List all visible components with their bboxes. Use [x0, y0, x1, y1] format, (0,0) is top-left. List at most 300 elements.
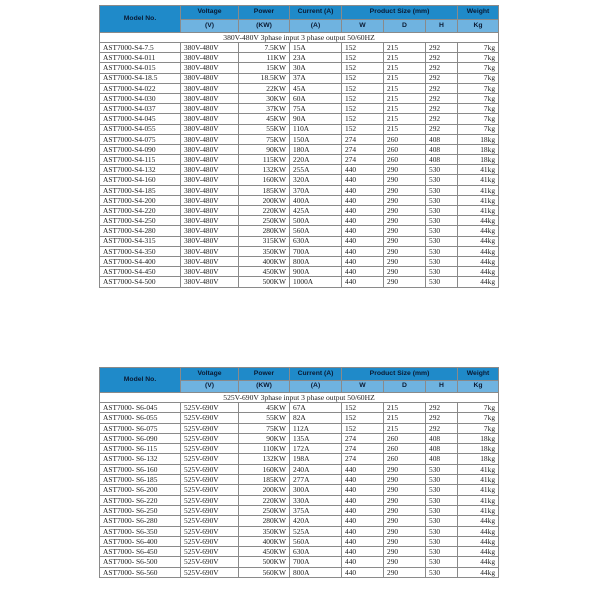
- height-cell: 530: [426, 277, 458, 287]
- height-cell: 408: [426, 454, 458, 464]
- height-cell: 530: [426, 516, 458, 526]
- model-cell: AST7000- S6-055: [100, 413, 181, 423]
- depth-cell: 260: [384, 444, 426, 454]
- model-cell: AST7000-S4-030: [100, 93, 181, 103]
- model-cell: AST7000-S4-045: [100, 114, 181, 124]
- voltage-cell: 380V-480V: [181, 144, 239, 154]
- width-cell: 152: [342, 83, 384, 93]
- current-cell: 75A: [290, 104, 342, 114]
- power-cell: 37KW: [239, 104, 290, 114]
- width-cell: 274: [342, 144, 384, 154]
- weight-cell: 44kg: [458, 516, 499, 526]
- voltage-cell: 525V-690V: [181, 505, 239, 515]
- power-cell: 280KW: [239, 226, 290, 236]
- width-cell: 440: [342, 567, 384, 577]
- current-cell: 1000A: [290, 277, 342, 287]
- height-header: H: [426, 381, 458, 393]
- table-row: [100, 124, 499, 134]
- height-cell: 292: [426, 73, 458, 83]
- width-cell: 440: [342, 557, 384, 567]
- voltage-cell: 380V-480V: [181, 226, 239, 236]
- width-cell: 152: [342, 93, 384, 103]
- depth-cell: 290: [384, 526, 426, 536]
- table-row: [100, 444, 499, 454]
- current-cell: 112A: [290, 423, 342, 433]
- depth-cell: 290: [384, 175, 426, 185]
- depth-cell: 290: [384, 475, 426, 485]
- height-cell: 292: [426, 53, 458, 63]
- weight-cell: 44kg: [458, 277, 499, 287]
- depth-cell: 290: [384, 464, 426, 474]
- table-caption: 525V-690V 3phase input 3 phase output 50/60HZ: [100, 393, 499, 403]
- width-cell: 152: [342, 423, 384, 433]
- table-row: [100, 185, 499, 195]
- height-cell: 530: [426, 495, 458, 505]
- voltage-cell: 525V-690V: [181, 536, 239, 546]
- current-cell: 60A: [290, 93, 342, 103]
- current-cell: 560A: [290, 226, 342, 236]
- weight-cell: 7kg: [458, 423, 499, 433]
- model-cell: AST7000-S4-400: [100, 256, 181, 266]
- height-cell: 530: [426, 267, 458, 277]
- voltage-cell: 525V-690V: [181, 475, 239, 485]
- model-cell: AST7000-S4-115: [100, 155, 181, 165]
- model-cell: AST7000- S6-280: [100, 516, 181, 526]
- height-cell: 530: [426, 185, 458, 195]
- spec-table-690v: [99, 367, 499, 578]
- depth-cell: 260: [384, 134, 426, 144]
- height-cell: 530: [426, 526, 458, 536]
- table-row: [100, 403, 499, 413]
- depth-cell: 290: [384, 485, 426, 495]
- weight-cell: 7kg: [458, 63, 499, 73]
- model-cell: AST7000-S4-350: [100, 246, 181, 256]
- table-row: [100, 505, 499, 515]
- height-cell: 292: [426, 413, 458, 423]
- width-cell: 440: [342, 206, 384, 216]
- voltage-cell: 380V-480V: [181, 124, 239, 134]
- power-cell: 500KW: [239, 557, 290, 567]
- height-cell: 530: [426, 567, 458, 577]
- width-cell: 440: [342, 464, 384, 474]
- voltage-cell: 525V-690V: [181, 444, 239, 454]
- height-cell: 292: [426, 63, 458, 73]
- current-cell: 180A: [290, 144, 342, 154]
- depth-cell: 290: [384, 547, 426, 557]
- power-unit: (KW): [239, 381, 290, 393]
- weight-cell: 41kg: [458, 505, 499, 515]
- weight-cell: 44kg: [458, 536, 499, 546]
- power-cell: 7.5KW: [239, 43, 290, 53]
- weight-header: Weight: [458, 6, 499, 20]
- height-cell: 530: [426, 536, 458, 546]
- table-row: [100, 464, 499, 474]
- power-cell: 220KW: [239, 206, 290, 216]
- current-cell: 45A: [290, 83, 342, 93]
- table-row: [100, 43, 499, 53]
- voltage-cell: 380V-480V: [181, 93, 239, 103]
- current-cell: 320A: [290, 175, 342, 185]
- width-cell: 440: [342, 536, 384, 546]
- voltage-cell: 380V-480V: [181, 195, 239, 205]
- weight-cell: 7kg: [458, 403, 499, 413]
- width-cell: 440: [342, 216, 384, 226]
- model-cell: AST7000-S4-132: [100, 165, 181, 175]
- height-cell: 292: [426, 403, 458, 413]
- model-cell: AST7000- S6-400: [100, 536, 181, 546]
- current-cell: 900A: [290, 267, 342, 277]
- model-cell: AST7000- S6-200: [100, 485, 181, 495]
- current-cell: 630A: [290, 236, 342, 246]
- current-cell: 90A: [290, 114, 342, 124]
- model-cell: AST7000- S6-500: [100, 557, 181, 567]
- depth-cell: 290: [384, 206, 426, 216]
- current-cell: 630A: [290, 547, 342, 557]
- weight-cell: 7kg: [458, 93, 499, 103]
- weight-header: Weight: [458, 368, 499, 381]
- voltage-cell: 380V-480V: [181, 175, 239, 185]
- width-cell: 152: [342, 43, 384, 53]
- weight-cell: 18kg: [458, 155, 499, 165]
- power-cell: 11KW: [239, 53, 290, 63]
- depth-cell: 290: [384, 246, 426, 256]
- depth-cell: 260: [384, 144, 426, 154]
- depth-cell: 260: [384, 433, 426, 443]
- power-cell: 400KW: [239, 256, 290, 266]
- voltage-cell: 380V-480V: [181, 206, 239, 216]
- model-cell: AST7000-S4-160: [100, 175, 181, 185]
- height-cell: 530: [426, 256, 458, 266]
- power-unit: (KW): [239, 20, 290, 33]
- power-header: Power: [239, 6, 290, 20]
- current-cell: 370A: [290, 185, 342, 195]
- width-header: W: [342, 20, 384, 33]
- depth-cell: 215: [384, 403, 426, 413]
- depth-cell: 290: [384, 536, 426, 546]
- power-cell: 315KW: [239, 236, 290, 246]
- power-cell: 450KW: [239, 547, 290, 557]
- weight-cell: 44kg: [458, 256, 499, 266]
- weight-cell: 44kg: [458, 226, 499, 236]
- weight-cell: 18kg: [458, 454, 499, 464]
- width-cell: 440: [342, 516, 384, 526]
- current-cell: 82A: [290, 413, 342, 423]
- width-cell: 440: [342, 485, 384, 495]
- model-cell: AST7000-S4-015: [100, 63, 181, 73]
- height-cell: 530: [426, 485, 458, 495]
- width-cell: 440: [342, 267, 384, 277]
- height-cell: 530: [426, 216, 458, 226]
- model-cell: AST7000-S4-185: [100, 185, 181, 195]
- power-cell: 90KW: [239, 144, 290, 154]
- width-cell: 274: [342, 433, 384, 443]
- current-cell: 400A: [290, 195, 342, 205]
- current-cell: 255A: [290, 165, 342, 175]
- depth-cell: 290: [384, 557, 426, 567]
- power-cell: 400KW: [239, 536, 290, 546]
- height-cell: 292: [426, 423, 458, 433]
- power-cell: 22KW: [239, 83, 290, 93]
- depth-cell: 215: [384, 53, 426, 63]
- depth-cell: 290: [384, 185, 426, 195]
- current-cell: 375A: [290, 505, 342, 515]
- height-cell: 292: [426, 114, 458, 124]
- height-header: H: [426, 20, 458, 33]
- voltage-cell: 525V-690V: [181, 485, 239, 495]
- table-row: [100, 195, 499, 205]
- weight-cell: 7kg: [458, 124, 499, 134]
- weight-cell: 7kg: [458, 83, 499, 93]
- weight-unit: Kg: [458, 381, 499, 393]
- height-cell: 530: [426, 165, 458, 175]
- width-cell: 440: [342, 246, 384, 256]
- table-row: [100, 93, 499, 103]
- height-cell: 530: [426, 246, 458, 256]
- voltage-cell: 380V-480V: [181, 165, 239, 175]
- table-row: [100, 114, 499, 124]
- current-cell: 800A: [290, 256, 342, 266]
- current-cell: 67A: [290, 403, 342, 413]
- power-cell: 110KW: [239, 444, 290, 454]
- size-header: Product Size (mm): [342, 6, 458, 20]
- power-cell: 160KW: [239, 464, 290, 474]
- depth-cell: 260: [384, 454, 426, 464]
- depth-cell: 290: [384, 495, 426, 505]
- depth-cell: 215: [384, 114, 426, 124]
- width-cell: 440: [342, 505, 384, 515]
- depth-cell: 215: [384, 104, 426, 114]
- power-cell: 185KW: [239, 475, 290, 485]
- table-row: [100, 246, 499, 256]
- voltage-cell: 525V-690V: [181, 433, 239, 443]
- weight-cell: 41kg: [458, 185, 499, 195]
- table-row: [100, 495, 499, 505]
- height-cell: 530: [426, 475, 458, 485]
- weight-cell: 44kg: [458, 567, 499, 577]
- weight-cell: 18kg: [458, 144, 499, 154]
- current-cell: 300A: [290, 485, 342, 495]
- table-row: [100, 175, 499, 185]
- table-row: [100, 73, 499, 83]
- table-row: [100, 63, 499, 73]
- power-cell: 30KW: [239, 93, 290, 103]
- weight-cell: 44kg: [458, 547, 499, 557]
- voltage-cell: 380V-480V: [181, 73, 239, 83]
- current-cell: 240A: [290, 464, 342, 474]
- model-header: Model No.: [100, 368, 181, 393]
- depth-cell: 290: [384, 567, 426, 577]
- weight-cell: 41kg: [458, 464, 499, 474]
- power-cell: 75KW: [239, 423, 290, 433]
- weight-cell: 7kg: [458, 73, 499, 83]
- weight-cell: 44kg: [458, 557, 499, 567]
- current-cell: 37A: [290, 73, 342, 83]
- table-row: [100, 475, 499, 485]
- depth-cell: 215: [384, 73, 426, 83]
- height-cell: 408: [426, 444, 458, 454]
- current-header: Current (A): [290, 6, 342, 20]
- model-cell: AST7000-S4-7.5: [100, 43, 181, 53]
- current-cell: 560A: [290, 536, 342, 546]
- height-cell: 530: [426, 505, 458, 515]
- depth-cell: 290: [384, 165, 426, 175]
- model-cell: AST7000-S4-315: [100, 236, 181, 246]
- current-cell: 425A: [290, 206, 342, 216]
- width-cell: 440: [342, 236, 384, 246]
- model-cell: AST7000-S4-090: [100, 144, 181, 154]
- model-cell: AST7000- S6-075: [100, 423, 181, 433]
- width-header: W: [342, 381, 384, 393]
- weight-cell: 44kg: [458, 526, 499, 536]
- weight-cell: 7kg: [458, 53, 499, 63]
- current-header: Current (A): [290, 368, 342, 381]
- power-cell: 132KW: [239, 165, 290, 175]
- power-cell: 500KW: [239, 277, 290, 287]
- height-cell: 530: [426, 195, 458, 205]
- width-cell: 274: [342, 454, 384, 464]
- table-row: [100, 413, 499, 423]
- width-cell: 274: [342, 444, 384, 454]
- width-cell: 440: [342, 526, 384, 536]
- table-row: [100, 83, 499, 93]
- model-cell: AST7000- S6-115: [100, 444, 181, 454]
- voltage-cell: 380V-480V: [181, 256, 239, 266]
- current-cell: 330A: [290, 495, 342, 505]
- voltage-cell: 525V-690V: [181, 454, 239, 464]
- depth-cell: 290: [384, 267, 426, 277]
- table-row: [100, 144, 499, 154]
- depth-cell: 215: [384, 93, 426, 103]
- table-row: [100, 53, 499, 63]
- voltage-cell: 525V-690V: [181, 403, 239, 413]
- width-cell: 440: [342, 165, 384, 175]
- model-cell: AST7000- S6-250: [100, 505, 181, 515]
- weight-cell: 18kg: [458, 433, 499, 443]
- height-cell: 530: [426, 226, 458, 236]
- table-row: [100, 516, 499, 526]
- height-cell: 530: [426, 547, 458, 557]
- model-cell: AST7000- S6-160: [100, 464, 181, 474]
- model-cell: AST7000- S6-185: [100, 475, 181, 485]
- power-cell: 15KW: [239, 63, 290, 73]
- power-cell: 55KW: [239, 413, 290, 423]
- table-row: [100, 567, 499, 577]
- table-row: [100, 256, 499, 266]
- power-cell: 115KW: [239, 155, 290, 165]
- power-cell: 45KW: [239, 114, 290, 124]
- model-cell: AST7000- S6-560: [100, 567, 181, 577]
- height-cell: 530: [426, 557, 458, 567]
- depth-cell: 290: [384, 277, 426, 287]
- voltage-cell: 525V-690V: [181, 547, 239, 557]
- depth-cell: 290: [384, 226, 426, 236]
- weight-cell: 7kg: [458, 43, 499, 53]
- model-cell: AST7000- S6-045: [100, 403, 181, 413]
- power-cell: 250KW: [239, 505, 290, 515]
- depth-cell: 290: [384, 516, 426, 526]
- weight-cell: 18kg: [458, 444, 499, 454]
- model-header: Model No.: [100, 6, 181, 33]
- height-cell: 530: [426, 206, 458, 216]
- model-cell: AST7000-S4-200: [100, 195, 181, 205]
- model-cell: AST7000- S6-132: [100, 454, 181, 464]
- weight-cell: 44kg: [458, 246, 499, 256]
- current-cell: 150A: [290, 134, 342, 144]
- height-cell: 292: [426, 124, 458, 134]
- width-cell: 440: [342, 226, 384, 236]
- voltage-cell: 380V-480V: [181, 267, 239, 277]
- width-cell: 440: [342, 547, 384, 557]
- model-cell: AST7000-S4-280: [100, 226, 181, 236]
- table-row: [100, 423, 499, 433]
- height-cell: 530: [426, 175, 458, 185]
- current-cell: 23A: [290, 53, 342, 63]
- weight-unit: Kg: [458, 20, 499, 33]
- power-cell: 200KW: [239, 195, 290, 205]
- current-cell: 800A: [290, 567, 342, 577]
- depth-cell: 290: [384, 236, 426, 246]
- power-cell: 350KW: [239, 526, 290, 536]
- voltage-cell: 380V-480V: [181, 236, 239, 246]
- height-cell: 530: [426, 464, 458, 474]
- current-unit: (A): [290, 381, 342, 393]
- voltage-cell: 380V-480V: [181, 104, 239, 114]
- height-cell: 292: [426, 43, 458, 53]
- width-cell: 440: [342, 195, 384, 205]
- model-cell: AST7000-S4-500: [100, 277, 181, 287]
- width-cell: 440: [342, 185, 384, 195]
- height-cell: 292: [426, 93, 458, 103]
- power-cell: 220KW: [239, 495, 290, 505]
- width-cell: 440: [342, 256, 384, 266]
- width-cell: 152: [342, 124, 384, 134]
- table-row: [100, 236, 499, 246]
- width-cell: 152: [342, 114, 384, 124]
- depth-cell: 215: [384, 43, 426, 53]
- width-cell: 440: [342, 495, 384, 505]
- current-cell: 15A: [290, 43, 342, 53]
- model-cell: AST7000-S4-18.5: [100, 73, 181, 83]
- model-cell: AST7000- S6-350: [100, 526, 181, 536]
- weight-cell: 41kg: [458, 485, 499, 495]
- voltage-unit: (V): [181, 381, 239, 393]
- voltage-cell: 380V-480V: [181, 246, 239, 256]
- voltage-cell: 525V-690V: [181, 557, 239, 567]
- weight-cell: 7kg: [458, 104, 499, 114]
- voltage-cell: 525V-690V: [181, 567, 239, 577]
- weight-cell: 44kg: [458, 236, 499, 246]
- table-row: [100, 134, 499, 144]
- power-cell: 55KW: [239, 124, 290, 134]
- width-cell: 274: [342, 155, 384, 165]
- size-header: Product Size (mm): [342, 368, 458, 381]
- height-cell: 408: [426, 433, 458, 443]
- width-cell: 152: [342, 63, 384, 73]
- width-cell: 152: [342, 403, 384, 413]
- current-cell: 198A: [290, 454, 342, 464]
- voltage-cell: 380V-480V: [181, 53, 239, 63]
- voltage-cell: 525V-690V: [181, 413, 239, 423]
- power-cell: 560KW: [239, 567, 290, 577]
- model-cell: AST7000- S6-090: [100, 433, 181, 443]
- depth-cell: 260: [384, 155, 426, 165]
- power-cell: 132KW: [239, 454, 290, 464]
- power-cell: 90KW: [239, 433, 290, 443]
- weight-cell: 41kg: [458, 165, 499, 175]
- model-cell: AST7000-S4-450: [100, 267, 181, 277]
- power-cell: 18.5KW: [239, 73, 290, 83]
- table-row: [100, 206, 499, 216]
